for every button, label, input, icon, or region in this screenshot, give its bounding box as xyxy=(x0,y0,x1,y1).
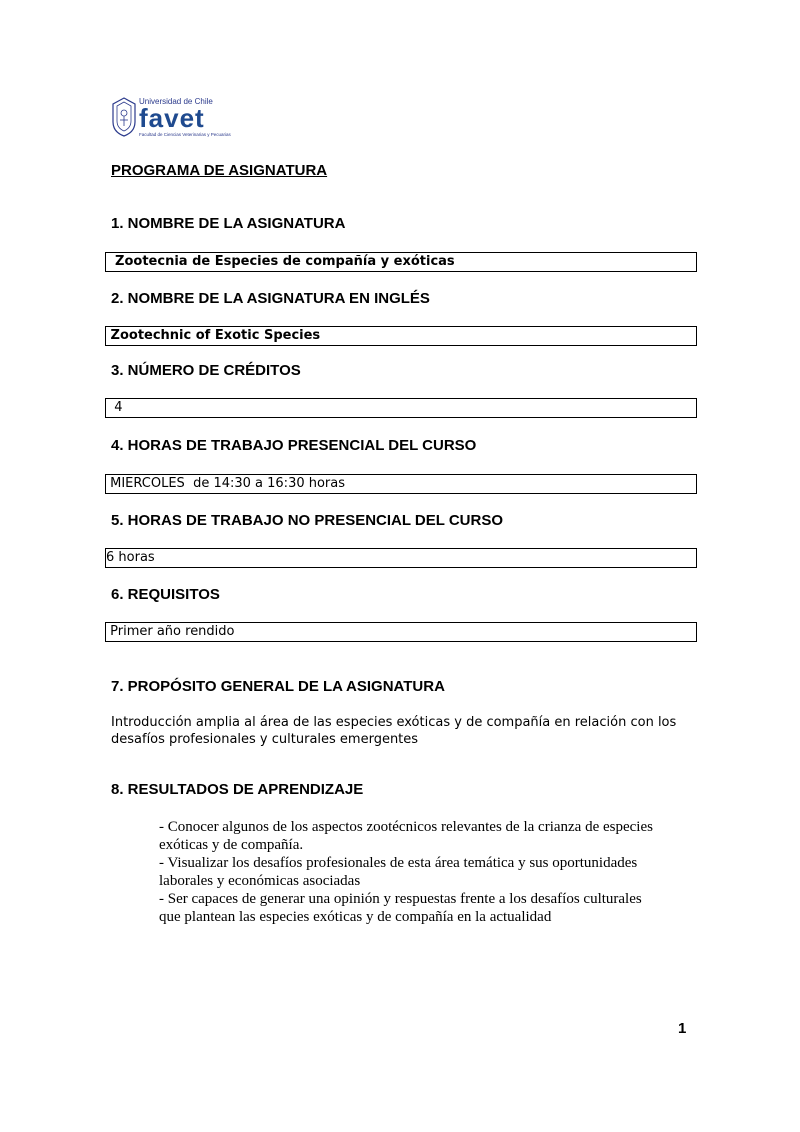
list-item xyxy=(159,854,699,890)
requirements-field: Primer año rendido xyxy=(105,622,697,642)
section-2-heading: 2. NOMBRE DE LA ASIGNATURA EN INGLÉS xyxy=(111,290,430,307)
list-item-line: - Visualizar los desafíos profesionales de esta área temática y sus oportunidades xyxy=(159,855,638,871)
university-crest-icon xyxy=(111,96,137,138)
section-4-heading: 4. HORAS DE TRABAJO PRESENCIAL DEL CURSO xyxy=(111,437,477,454)
in-person-hours-field: MIERCOLES de 14:30 a 16:30 horas xyxy=(105,474,697,494)
university-name: Universidad de Chile xyxy=(139,97,213,106)
page-number: 1 xyxy=(678,1020,687,1037)
faculty-name: Facultad de Ciencias Veterinarias y Pecuarias xyxy=(139,132,231,137)
list-item-line: exóticas y de compañía. xyxy=(159,837,304,853)
faculty-logo xyxy=(111,94,231,140)
list-item xyxy=(159,890,699,926)
course-name-field: Zootecnia de Especies de compañía y exóticas xyxy=(105,252,697,272)
general-purpose-text xyxy=(111,714,701,748)
section-5-heading: 5. HORAS DE TRABAJO NO PRESENCIAL DEL CURSO xyxy=(111,512,503,529)
list-item xyxy=(159,818,699,854)
list-item-line: laborales y económicas asociadas xyxy=(159,873,361,889)
remote-hours-field: 6 horas xyxy=(105,548,697,568)
page-title: PROGRAMA DE ASIGNATURA xyxy=(111,162,328,179)
course-name-english-field: Zootechnic of Exotic Species xyxy=(105,326,697,346)
section-7-heading: 7. PROPÓSITO GENERAL DE LA ASIGNATURA xyxy=(111,678,445,695)
learning-outcomes-list xyxy=(159,818,699,926)
general-purpose-line: desafíos profesionales y culturales emergentes xyxy=(111,732,419,747)
credits-field: 4 xyxy=(105,398,697,418)
general-purpose-line: Introducción amplia al área de las especies exóticas y de compañía en relación con los xyxy=(111,715,677,730)
section-6-heading: 6. REQUISITOS xyxy=(111,586,220,603)
section-3-heading: 3. NÚMERO DE CRÉDITOS xyxy=(111,362,301,379)
list-item-line: - Ser capaces de generar una opinión y respuestas frente a los desafíos culturales xyxy=(159,891,642,907)
section-8-heading: 8. RESULTADOS DE APRENDIZAJE xyxy=(111,781,364,798)
list-item-line: - Conocer algunos de los aspectos zootécnicos relevantes de la crianza de especies xyxy=(159,819,653,835)
list-item-line: que plantean las especies exóticas y de compañía en la actualidad xyxy=(159,909,552,925)
section-1-heading: 1. NOMBRE DE LA ASIGNATURA xyxy=(111,215,346,232)
brand-name: favet xyxy=(139,103,205,133)
